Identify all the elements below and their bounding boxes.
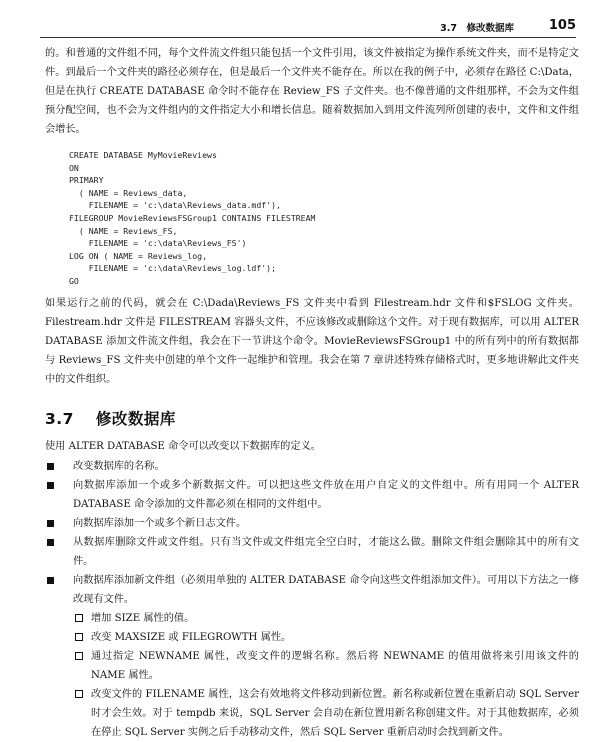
section-number: 3.7 (45, 409, 74, 428)
bullet-item: 向数据库添加新文件组（必须用单独的 ALTER DATABASE 命令向这些文件组添加文件）。可用以下方法之一修改现有文件。 (45, 571, 579, 609)
page-body (45, 44, 579, 742)
checkbox-bullet-item: 增加 SIZE 属性的值。 (45, 609, 579, 628)
paragraph-filestream-result: 如果运行之前的代码，就会在 C:\Dada\Reviews_FS 文件夹中看到 Filestream.hdr 文件和$FSLOG 文件夹。Filestream.hdr 文件是 FILESTREAM 容器头文件，不应该修改或删除这个文件。对于现有数据库，可以用 ALTER DATABASE 添加文件流文件组，我会在下一节讲这个命令。MovieReviewsFSGroup1 中的所有列中的所有数据都与 Reviews_FS 文件夹中创建的单个文件一起维护和管理。我会在第 7 章讲述特殊存储格式时，更多地讲解此文件夹中的文件组织。 (45, 297, 579, 385)
checkbox-bullet-item: 通过指定 NEWNAME 属性，改变文件的逻辑名称。然后将 NEWNAME 的值用做将来引用该文件的 NAME 属性。 (45, 647, 579, 685)
bullet-item: 向数据库添加一个或多个新数据文件。可以把这些文件放在用户自定义的文件组中。所有用同一个 ALTER DATABASE 命令添加的文件都必须在相同的文件组中。 (45, 476, 579, 514)
bullet-item: 从数据库删除文件或文件组。只有当文件或文件组完全空白时，才能这么做。删除文件组会删除其中的所有文件。 (45, 533, 579, 571)
bullet-item: 改变数据库的名称。 (45, 457, 579, 476)
section-intro: 使用 ALTER DATABASE 命令可以改变以下数据库的定义。 (45, 440, 321, 452)
section-title: 修改数据库 (95, 409, 176, 428)
checkbox-bullet-item: 改变 MAXSIZE 或 FILEGROWTH 属性。 (45, 628, 579, 647)
sub-bullet-list (45, 609, 579, 742)
header-section-title: 3.7 修改数据库 (440, 23, 514, 34)
checkbox-bullet-item: 改变文件的 FILENAME 属性，这会有效地将文件移动到新位置。新名称或新位置在重新启动 SQL Server 时才会生效。对于 tempdb 来说，SQL Server 会自动在新位置用新名称创建文件。对于其他数据库，必须在停止 SQL Server 实例之后手动移动文件，然后 SQL Server 重新启动时会找到新文件。 (45, 685, 579, 742)
header-rule (40, 37, 576, 38)
bullet-item: 向数据库添加一个或多个新日志文件。 (45, 514, 579, 533)
running-header (40, 18, 576, 36)
page-number: 105 (548, 18, 576, 33)
bullet-list (45, 457, 579, 609)
paragraph-filestream-folder: 的。和普通的文件组不同，每个文件流文件组只能包括一个文件引用，该文件被指定为操作系统文件夹，而不是特定文件。到最后一个文件夹的路径必须存在，但是最后一个文件夹不能存在。所以在我的例子中，必须存在路径 C:\Data，但是在执行 CREATE DATABASE 命令时不能存在 Review_FS 子文件夹。也不像普通的文件组那样，不会为文件组预分配空间，也不会为文件组内的文件指定大小和增长信息。随着数据加入到用文件流列所创建的表中，文件和文件组会增长。 (45, 48, 579, 135)
code-listing: CREATE DATABASE MyMovieReviews ON PRIMARY ( NAME = Reviews_data, FILENAME = 'c:\data\Reviews_data.mdf'), FILEGROUP MovieReviewsFSGroup1 CONTAINS FILESTREAM ( NAME = Reviews_FS, FILENAME = 'c:\data\Reviews_FS') LOG ON ( NAME = Reviews_log, FILENAME = 'c:\data\Reviews_log.ldf'); GO (69, 150, 316, 286)
section-heading (45, 407, 579, 429)
